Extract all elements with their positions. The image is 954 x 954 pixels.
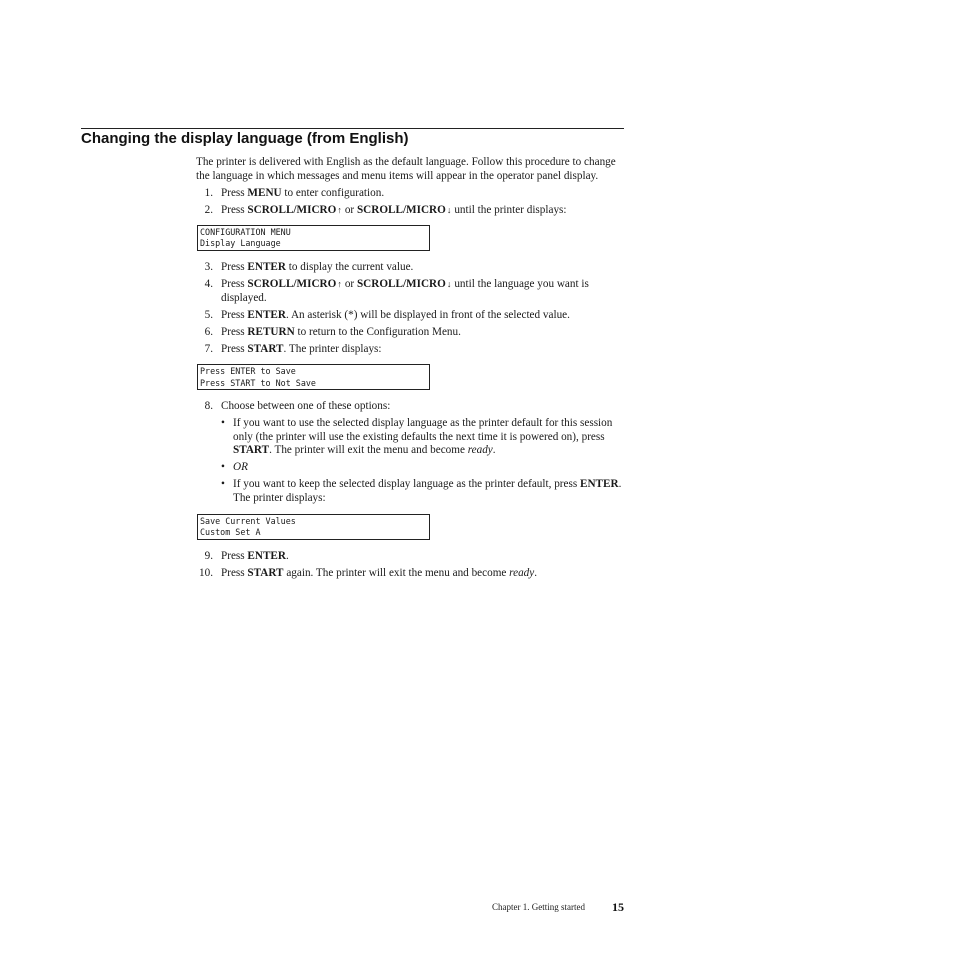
step-number: 4. xyxy=(204,278,213,291)
step-number: 3. xyxy=(204,261,213,274)
step-6: 6. Press RETURN to return to the Configuration Menu. xyxy=(196,326,626,340)
step-3: 3. Press ENTER to display the current value. xyxy=(196,261,626,275)
option-item: • If you want to keep the selected display language as the printer default, press ENTER. The printer displays: xyxy=(221,478,622,505)
key-name: RETURN xyxy=(247,325,295,338)
key-name: SCROLL/MICRO xyxy=(247,203,337,216)
key-name: SCROLL/MICRO xyxy=(247,278,337,291)
options-list xyxy=(221,417,626,505)
display-line: Display Language xyxy=(200,238,281,249)
key-name: ENTER xyxy=(580,478,619,491)
step-7: 7. Press START. The printer displays: xyxy=(196,343,626,357)
bullet-icon: • xyxy=(221,417,225,430)
step-5: 5. Press ENTER. An asterisk (*) will be displayed in front of the selected value. xyxy=(196,309,626,323)
key-name: MENU xyxy=(247,186,282,199)
bullet-icon: • xyxy=(221,461,225,474)
arrow-down-icon: ↓ xyxy=(446,204,452,215)
step-9: 9. Press ENTER. xyxy=(196,550,626,564)
section-body xyxy=(196,156,626,580)
option-item: • If you want to use the selected display language as the printer default for this session only (the printer will use the existing defaults the next time it is powered on), press START. The printer will exit the menu and become ready. xyxy=(221,417,613,457)
key-name: ENTER xyxy=(247,261,286,274)
heading-rule xyxy=(81,128,624,129)
step-4: 4. Press SCROLL/MICRO↑ or SCROLL/MICRO↓ until the language you want is displayed. xyxy=(196,278,626,305)
step-number: 2. xyxy=(204,203,213,216)
step-2: 2. Press SCROLL/MICRO↑ or SCROLL/MICRO↓ until the printer displays: xyxy=(196,204,626,218)
step-number: 5. xyxy=(204,308,213,321)
step-10: 10. Press START again. The printer will exit the menu and become ready. xyxy=(196,567,626,581)
footer-chapter: Chapter 1. Getting started xyxy=(492,902,585,912)
key-name: START xyxy=(247,342,284,355)
panel-display-save-prompt xyxy=(197,364,430,390)
step-number: 9. xyxy=(204,549,213,562)
section-heading: Changing the display language (from English) xyxy=(81,130,409,147)
step-number: 1. xyxy=(204,186,213,199)
key-name: START xyxy=(247,566,284,579)
step-8: 8. Choose between one of these options: • If you want to use the selected display language as the printer default for this session only (the printer will use the existing defaults the next time it is powered on), press START. The printer will exit the menu and become ready. • OR • If you want to keep the selected display language as the printer default, press ENTER. The printer displays: xyxy=(196,400,626,505)
option-or: • OR xyxy=(221,461,248,474)
key-name: SCROLL/MICRO xyxy=(356,278,446,291)
panel-display-save-values xyxy=(197,514,430,540)
intro-paragraph: The printer is delivered with English as the default language. Follow this procedure to change the language in which messages and menu items will appear in the operator panel display. xyxy=(196,156,616,182)
key-name: ENTER xyxy=(247,549,286,562)
arrow-down-icon: ↓ xyxy=(446,279,452,290)
page-number: 15 xyxy=(612,900,624,914)
step-number: 6. xyxy=(204,325,213,338)
display-line: Press START to Not Save xyxy=(200,377,316,388)
bullet-icon: • xyxy=(221,478,225,491)
display-line: Custom Set A xyxy=(200,526,261,537)
key-name: START xyxy=(233,444,270,457)
panel-display-config-menu xyxy=(197,225,430,251)
step-number: 10. xyxy=(199,566,213,579)
display-line: CONFIGURATION MENU xyxy=(200,227,291,238)
arrow-up-icon: ↑ xyxy=(337,279,342,290)
display-line: Press ENTER to Save xyxy=(200,366,296,377)
key-name: ENTER xyxy=(247,308,286,321)
arrow-up-icon: ↑ xyxy=(337,204,342,215)
step-number: 8. xyxy=(204,400,213,413)
step-1: 1. Press MENU to enter configuration. xyxy=(196,187,626,201)
step-number: 7. xyxy=(204,342,213,355)
display-line: Save Current Values xyxy=(200,515,296,526)
key-name: SCROLL/MICRO xyxy=(356,203,446,216)
